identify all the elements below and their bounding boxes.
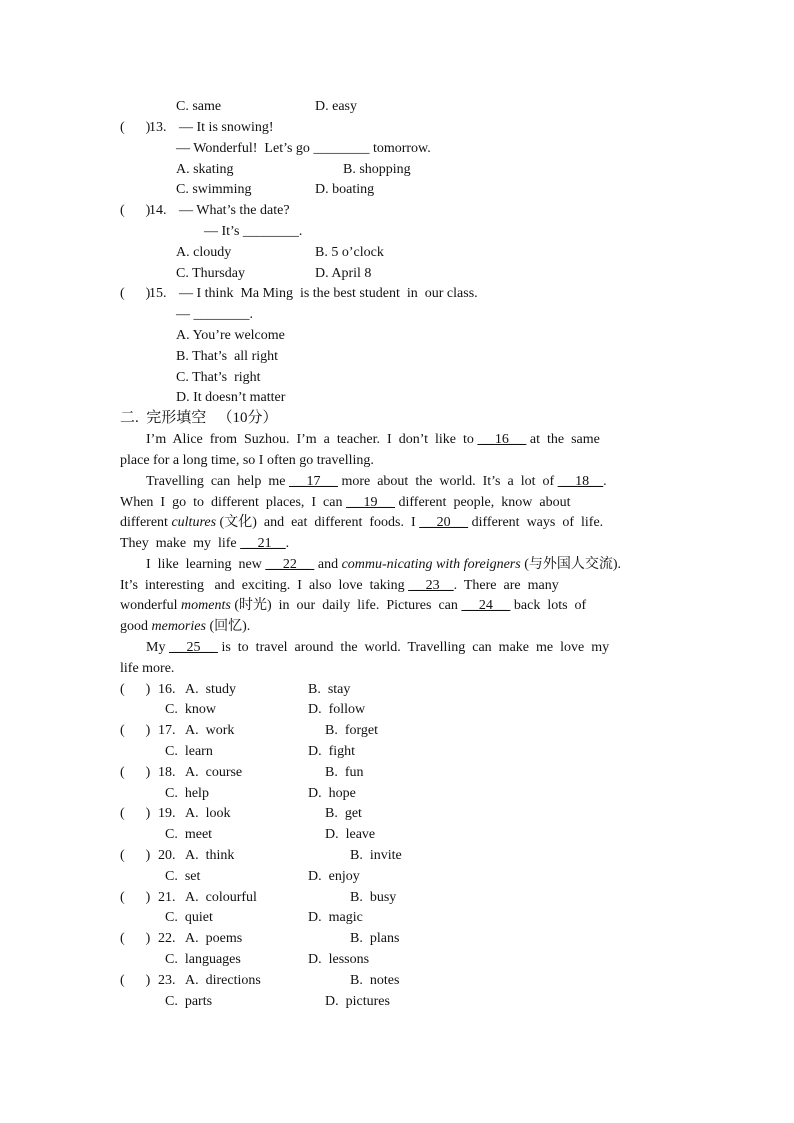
option-c: C. languages	[165, 952, 241, 967]
option-b: B. notes	[350, 973, 400, 988]
blank-23[interactable]: __23__	[408, 578, 454, 593]
option-b: B. forget	[325, 723, 379, 738]
answer-paren[interactable]: ( )	[120, 848, 151, 863]
passage-line: I’m Alice from Suzhou. I’m a teacher. I don’t like to __16__ at the same	[146, 432, 600, 447]
q13-option-d: D. boating	[315, 182, 375, 197]
answer-paren[interactable]: ( )	[120, 723, 151, 738]
q15-option-c: C. That’s right	[176, 370, 261, 385]
answer-blank[interactable]: ________	[313, 141, 370, 156]
question-number: 13.	[149, 120, 167, 135]
q13-option-c: C. swimming	[176, 182, 252, 197]
option-a: A. directions	[185, 973, 261, 988]
answer-paren[interactable]: ( )	[120, 806, 151, 821]
blank-19[interactable]: __19__	[346, 495, 395, 510]
option-d: D. lessons	[308, 952, 370, 967]
question-text: — What’s the date?	[179, 203, 290, 218]
option-c: C. quiet	[165, 910, 213, 925]
passage-line: Travelling can help me __17__ more about the world. It’s a lot of __18__.	[146, 474, 607, 489]
passage-line: wonderful moments (时光) in our daily life. Pictures can __24__ back lots of	[120, 598, 587, 613]
option-c: C. parts	[165, 994, 213, 1009]
blank-20[interactable]: __20__	[419, 515, 469, 530]
option-a: A. work	[185, 723, 235, 738]
option-a: A. course	[185, 765, 243, 780]
passage-line: life more.	[120, 661, 175, 676]
answer-paren[interactable]: ( )	[120, 890, 151, 905]
question-number: 22.	[158, 931, 176, 946]
option-d: D. hope	[308, 786, 356, 801]
passage-line: I like learning new __22__ and commu-nicating with foreigners (与外国人交流).	[146, 557, 622, 572]
question-text: — I think Ma Ming is the best student in our class.	[179, 286, 478, 301]
option-d: D. fight	[308, 744, 356, 759]
blank-24[interactable]: __24__	[461, 598, 511, 613]
question-text: — It is snowing!	[179, 120, 274, 135]
answer-blank[interactable]: ________	[242, 224, 299, 239]
passage-line: place for a long time, so I often go travelling.	[120, 453, 374, 468]
passage-line: They make my life __21__.	[120, 536, 290, 551]
option-b: B. plans	[350, 931, 400, 946]
option-b: B. get	[325, 806, 362, 821]
question-number: 15.	[149, 286, 167, 301]
blank-18[interactable]: __18__	[557, 474, 604, 489]
question-number: 21.	[158, 890, 176, 905]
question-number: 18.	[158, 765, 176, 780]
question-response: — ________.	[176, 307, 253, 322]
q12-option-c: C. same	[176, 99, 222, 114]
answer-paren[interactable]: ( )	[120, 682, 151, 697]
blank-25[interactable]: __25__	[168, 640, 218, 655]
option-c: C. learn	[165, 744, 213, 759]
question-number: 17.	[158, 723, 176, 738]
blank-16[interactable]: __16__	[477, 432, 527, 447]
answer-paren[interactable]: ( )	[120, 203, 151, 218]
blank-22[interactable]: __22__	[265, 557, 315, 572]
passage-line: different cultures (文化) and eat different foods. I __20__ different ways of life.	[120, 515, 604, 530]
question-number: 20.	[158, 848, 176, 863]
question-response: — Wonderful! Let’s go ________ tomorrow.	[176, 141, 431, 156]
option-a: A. poems	[185, 931, 243, 946]
option-d: D. magic	[308, 910, 363, 925]
q15-option-d: D. It doesn’t matter	[176, 390, 286, 405]
question-number: 23.	[158, 973, 176, 988]
passage-line: My __25__ is to travel around the world. Travelling can make me love my	[146, 640, 610, 655]
blank-17[interactable]: __17__	[288, 474, 338, 489]
answer-blank[interactable]: ________	[193, 307, 250, 322]
option-a: A. look	[185, 806, 231, 821]
answer-paren[interactable]: ( )	[120, 120, 151, 135]
passage-line: It’s interesting and exciting. I also love taking __23__. There are many	[120, 578, 559, 593]
option-b: B. stay	[308, 682, 351, 697]
passage-line: good memories (回忆).	[120, 619, 251, 634]
option-b: B. invite	[350, 848, 402, 863]
question-number: 14.	[149, 203, 167, 218]
option-b: B. busy	[350, 890, 397, 905]
option-c: C. know	[165, 702, 216, 717]
question-number: 16.	[158, 682, 176, 697]
q15-option-a: A. You’re welcome	[176, 328, 285, 343]
option-c: C. set	[165, 869, 201, 884]
answer-paren[interactable]: ( )	[120, 931, 151, 946]
option-a: A. colourful	[185, 890, 257, 905]
q14-option-d: D. April 8	[315, 266, 372, 281]
question-number: 19.	[158, 806, 176, 821]
option-c: C. help	[165, 786, 209, 801]
answer-paren[interactable]: ( )	[120, 765, 151, 780]
blank-21[interactable]: __21__	[240, 536, 286, 551]
q13-option-a: A. skating	[176, 162, 234, 177]
option-d: D. enjoy	[308, 869, 360, 884]
q15-option-b: B. That’s all right	[176, 349, 279, 364]
q14-option-b: B. 5 o’clock	[315, 245, 384, 260]
passage-line: When I go to different places, I can __19__ different people, know about	[120, 495, 571, 510]
question-response: — It’s ________.	[204, 224, 303, 239]
option-c: C. meet	[165, 827, 213, 842]
section-heading: 二. 完形填空 （10分）	[120, 410, 278, 426]
answer-paren[interactable]: ( )	[120, 973, 151, 988]
option-d: D. pictures	[325, 994, 390, 1009]
q14-option-c: C. Thursday	[176, 266, 245, 281]
option-b: B. fun	[325, 765, 364, 780]
option-a: A. study	[185, 682, 236, 697]
option-a: A. think	[185, 848, 235, 863]
q14-option-a: A. cloudy	[176, 245, 232, 260]
option-d: D. leave	[325, 827, 376, 842]
q12-option-d: D. easy	[315, 99, 357, 114]
option-d: D. follow	[308, 702, 366, 717]
answer-paren[interactable]: ( )	[120, 286, 151, 301]
q13-option-b: B. shopping	[343, 162, 411, 177]
